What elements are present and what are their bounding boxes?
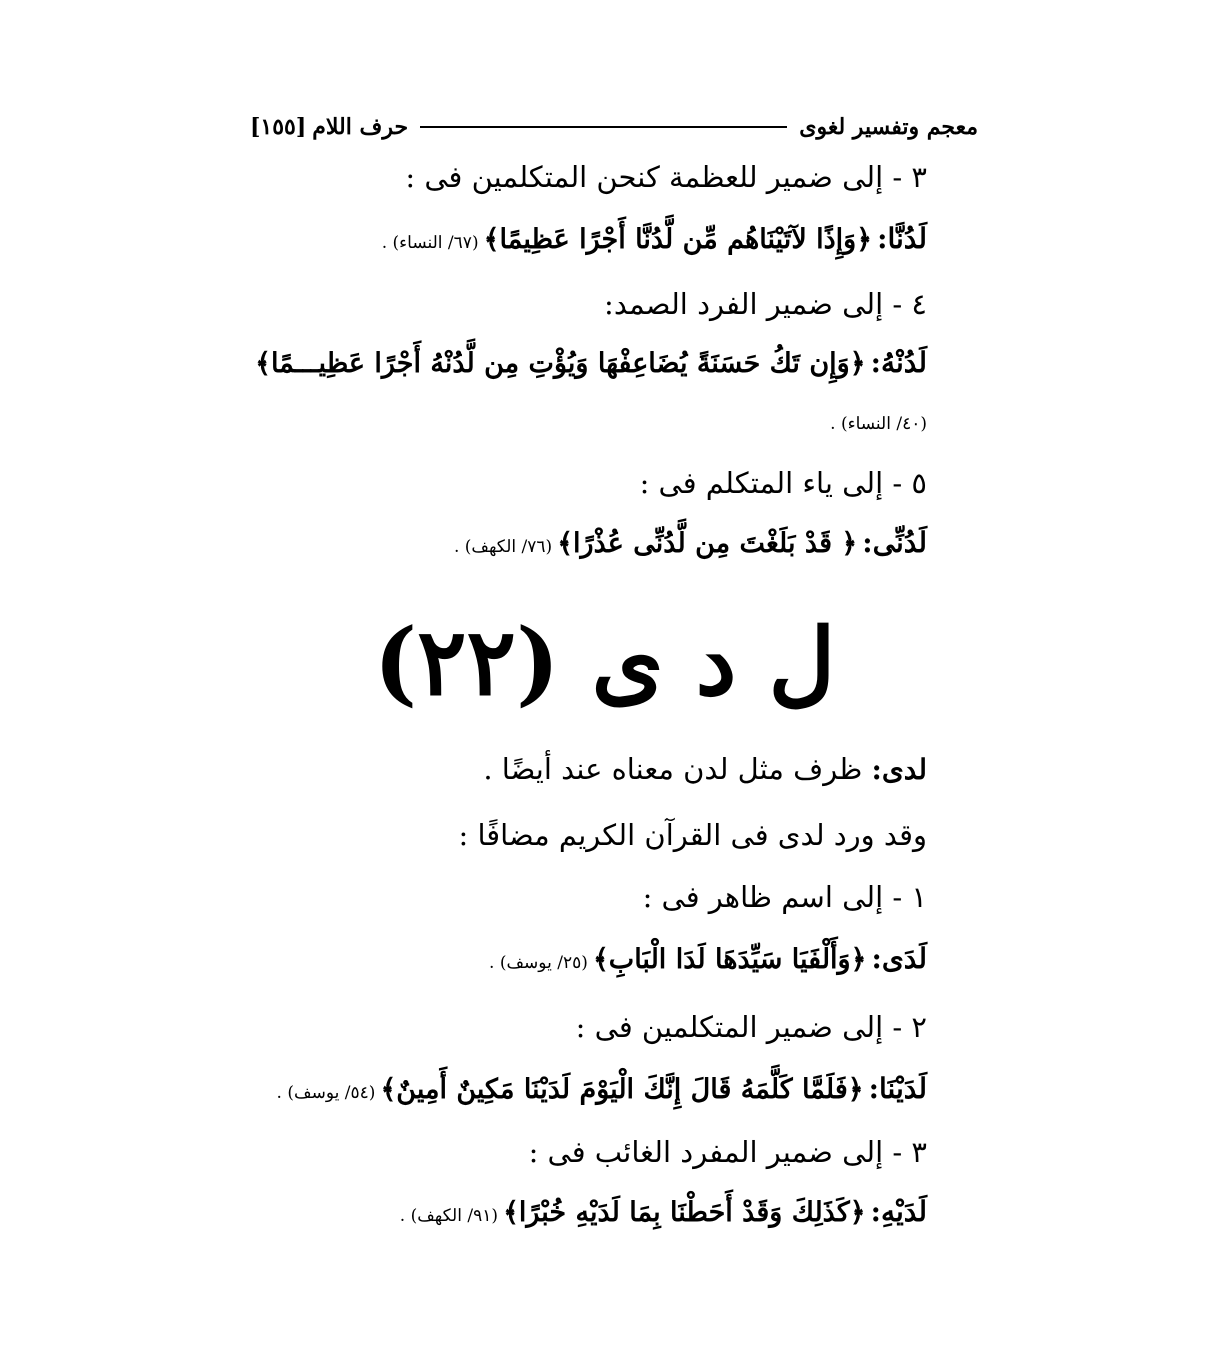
prev-item5-heading: ٥ - إلى ياء المتكلم فى :: [639, 466, 927, 500]
prev-item3-word: لَدُنَّا:: [877, 222, 927, 255]
entry-item3-ref: (٩١/ الكهف) .: [399, 1206, 498, 1226]
entry-item2-heading: ٢ - إلى ضمير المتكلمين فى :: [575, 1010, 927, 1044]
prev-item5-word: لَدُنِّى:: [862, 526, 927, 559]
header-rule: [420, 126, 787, 128]
prev-item3-ref: (٦٧/ النساء) .: [381, 233, 479, 253]
prev-item4-heading: ٤ - إلى ضمير الفرد الصمد:: [604, 287, 927, 321]
entry-item2-ref: (٥٤/ يوسف) .: [276, 1083, 376, 1103]
prev-item4-verse: ﴿وَإِن تَكُ حَسَنَةً يُضَاعِفْهَا وَيُؤْتِ مِن لَّدُنْهُ أَجْرًا عَظِيـــمًا﴾: [255, 348, 866, 379]
entry-item3-example: [400, 1195, 927, 1228]
prev-item3-verse: ﴿وَإِذًا لآتَيْنَاهُم مِّن لَّدُنَّا أَجْرًا عَظِيمًا﴾: [483, 224, 873, 255]
prev-item3-example: [382, 222, 927, 255]
entry-definition: [483, 752, 927, 786]
prev-item5-ref: (٧٦/ الكهف) .: [453, 537, 553, 557]
prev-item4-word: لَدُنْهُ:: [870, 346, 927, 379]
definition-label: لدى:: [871, 753, 927, 786]
definition-text: ظرف مثل لدن معناه عند أيضًا .: [483, 752, 863, 786]
entry-intro: وقد ورد لدى فى القرآن الكريم مضافًا :: [458, 818, 927, 852]
page-number: [١٥٥]: [250, 114, 307, 140]
entry-item1-ref: (٢٥/ يوسف) .: [489, 953, 588, 973]
entry-item2-example: [277, 1072, 927, 1105]
book-title: معجم وتفسير لغوى: [799, 114, 978, 140]
entry-title: ل د ى (٢٢): [373, 608, 836, 716]
entry-item3-word: لَدَيْهِ:: [870, 1195, 927, 1228]
entry-item2-word: لَدَيْنَا:: [868, 1072, 927, 1105]
prev-item4-example: [255, 346, 927, 379]
entry-item1-word: لَدَى:: [871, 942, 927, 975]
entry-item1-example: [489, 942, 927, 975]
page-header: [250, 110, 978, 144]
entry-item1-heading: ١ - إلى اسم ظاهر فى :: [642, 880, 927, 914]
prev-item5-verse: ﴿ قَدْ بَلَغْتَ مِن لَّدُنِّى عُذْرًا﴾: [557, 528, 858, 559]
prev-item3-heading: ٣ - إلى ضمير للعظمة كنحن المتكلمين فى :: [405, 160, 927, 194]
prev-item5-example: [454, 526, 927, 559]
entry-item3-heading: ٣ - إلى ضمير المفرد الغائب فى :: [528, 1135, 927, 1169]
entry-item2-verse: ﴿فَلَمَّا كَلَّمَهُ قَالَ إِنَّكَ الْيَوْمَ لَدَيْنَا مَكِينٌ أَمِينٌ﴾: [380, 1074, 864, 1105]
entry-item1-verse: ﴿وَأَلْفَيَا سَيِّدَهَا لَدَا الْبَابِ﴾: [592, 944, 867, 975]
prev-item4-ref: (٤٠/ النساء) .: [830, 414, 927, 434]
section-name: حرف اللام: [312, 114, 409, 140]
entry-item3-verse: ﴿كَذَلِكَ وَقَدْ أَحَطْنَا بِمَا لَدَيْهِ خُبْرًا﴾: [503, 1197, 866, 1228]
